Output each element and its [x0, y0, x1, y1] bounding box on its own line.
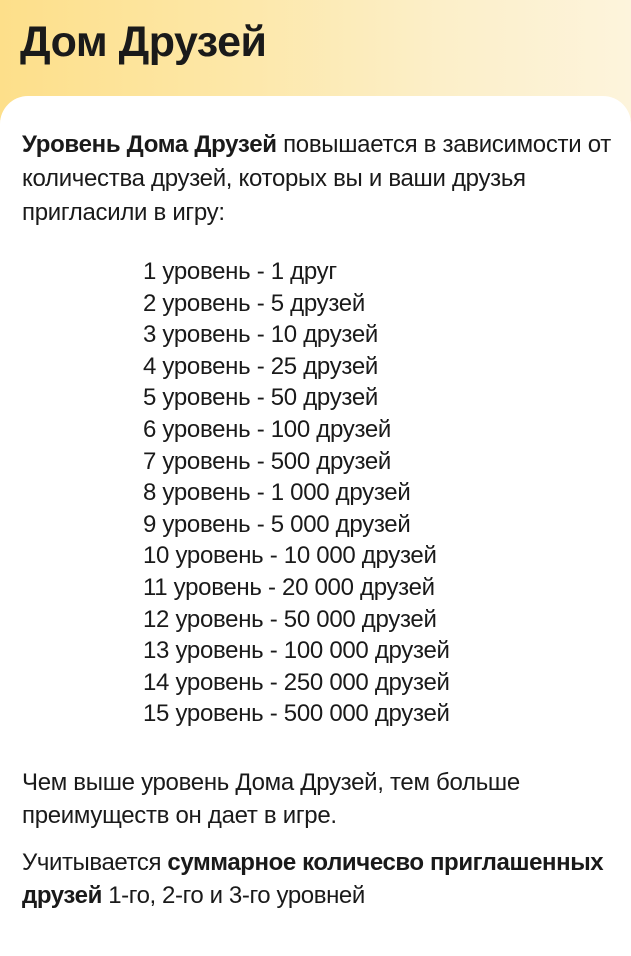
level-item: 9 уровень - 5 000 друзей: [143, 510, 411, 538]
footnote-text: [22, 846, 622, 912]
level-item: 6 уровень - 100 друзей: [143, 415, 392, 443]
benefit-text: Чем выше уровень Дома Друзей, тем больше преимуществ он дает в игре.: [22, 769, 520, 829]
level-item: 7 уровень - 500 друзей: [143, 447, 392, 475]
footnote-suffix: 1-го, 2-го и 3-го уровней: [101, 882, 365, 909]
level-item: 12 уровень - 50 000 друзей: [143, 605, 437, 633]
intro-text: [22, 128, 612, 230]
intro-rest: повышается в зависимости от количества друзей, которых вы и ваши друзья пригласили в игру:: [22, 131, 611, 226]
level-item: 15 уровень - 500 000 друзей: [143, 700, 450, 728]
footnote-prefix: Учитывается: [22, 849, 168, 876]
level-list: [143, 256, 450, 730]
footnote-bold: суммарное количесво приглашенных друзей: [22, 849, 604, 909]
page-title: Дом Друзей: [20, 18, 267, 66]
level-item: 1 уровень - 1 друг: [143, 258, 337, 285]
level-item: 13 уровень - 100 000 друзей: [143, 637, 450, 665]
level-item: 5 уровень - 50 друзей: [143, 384, 378, 412]
intro-bold: Уровень Дома Друзей: [22, 131, 277, 158]
level-item: 2 уровень - 5 друзей: [143, 289, 365, 317]
level-item: 11 уровень - 20 000 друзей: [143, 573, 435, 601]
level-item: 14 уровень - 250 000 друзей: [143, 668, 450, 696]
level-item: 10 уровень - 10 000 друзей: [143, 542, 437, 570]
level-item: 8 уровень - 1 000 друзей: [143, 479, 411, 507]
level-item: 4 уровень - 25 друзей: [143, 352, 378, 380]
level-item: 3 уровень - 10 друзей: [143, 321, 378, 349]
